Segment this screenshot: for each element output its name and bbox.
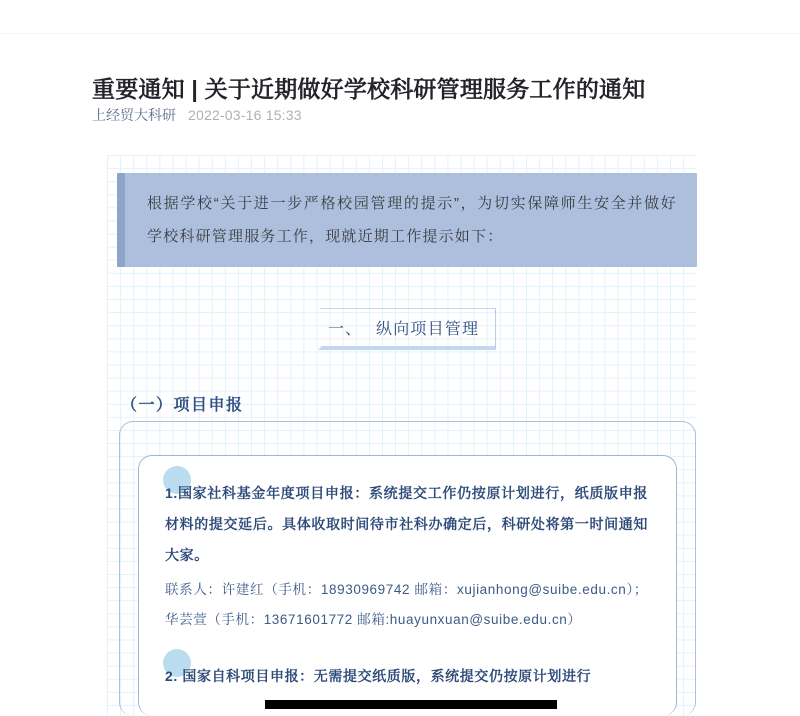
inner-content-card — [138, 455, 677, 716]
top-divider — [0, 33, 800, 34]
subsection-title: （一）项目申报 — [121, 397, 244, 414]
byline — [92, 105, 302, 125]
list-item-body: 2. 国家自科项目申报：无需提交纸质版，系统提交仍按原计划进行 — [165, 668, 592, 684]
page-title: 重要通知 | 关于近期做好学校科研管理服务工作的通知 — [92, 76, 646, 103]
list-item — [165, 661, 648, 692]
list-item-body: 1.国家社科基金年度项目申报：系统提交工作仍按原计划进行，纸质版申报材料的提交延后。具体收取时间待市社科办确定后，科研处将第一时间通知大家。 — [165, 485, 648, 563]
list-item-contact: 联系人：许建红（手机：18930969742 邮箱：xujianhong@suibe.edu.cn）；华芸萱（手机：13671601772 邮箱:huayunxuan@suibe.edu.cn） — [165, 582, 648, 627]
intro-text: 根据学校“关于进一步严格校园管理的提示”，为切实保障师生安全并做好学校科研管理服务工作，现就近期工作提示如下： — [147, 195, 677, 245]
grid-paper-canvas — [107, 155, 696, 716]
section-heading — [318, 308, 496, 350]
byline-datetime: 2022-03-16 15:33 — [188, 107, 302, 123]
byline-account[interactable]: 上经贸大科研 — [92, 107, 176, 123]
section-number: 一、 — [328, 321, 363, 338]
list-item — [165, 478, 648, 635]
section-label: 纵向项目管理 — [376, 321, 480, 338]
redaction-bar — [265, 700, 557, 709]
intro-callout — [117, 173, 697, 267]
